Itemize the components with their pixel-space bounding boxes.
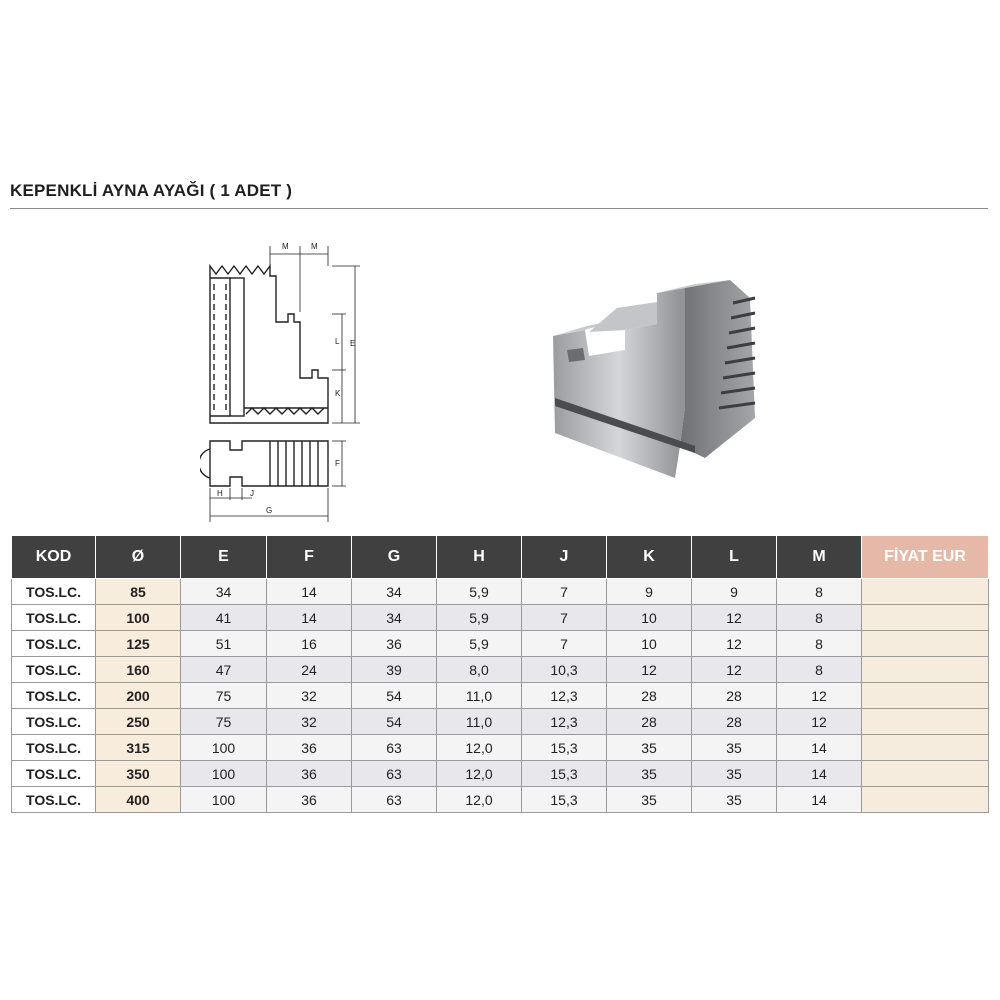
cell-kod: TOS.LC. [12, 657, 96, 683]
cell-g: 63 [352, 787, 437, 813]
cell-l: 9 [692, 579, 777, 605]
cell-e: 34 [181, 579, 267, 605]
cell-g: 63 [352, 735, 437, 761]
table-row [12, 605, 989, 631]
header-g: G [352, 536, 437, 579]
cell-h: 12,0 [437, 761, 522, 787]
cell-l: 35 [692, 787, 777, 813]
cell-h: 12,0 [437, 735, 522, 761]
cell-m: 14 [777, 761, 862, 787]
product-photo [545, 268, 780, 480]
cell-k: 28 [607, 709, 692, 735]
cell-price [862, 579, 989, 605]
cell-j: 10,3 [522, 657, 607, 683]
cell-kod: TOS.LC. [12, 709, 96, 735]
cell-k: 28 [607, 683, 692, 709]
cell-kod: TOS.LC. [12, 579, 96, 605]
dim-label-g: G [266, 506, 273, 515]
dim-label-f: F [335, 459, 340, 468]
header-l: L [692, 536, 777, 579]
cell-e: 100 [181, 787, 267, 813]
header-price: FİYAT EUR [862, 536, 989, 579]
cell-price [862, 657, 989, 683]
cell-price [862, 735, 989, 761]
cell-g: 63 [352, 761, 437, 787]
cell-dia: 200 [96, 683, 181, 709]
cell-m: 14 [777, 787, 862, 813]
cell-m: 8 [777, 605, 862, 631]
cell-g: 36 [352, 631, 437, 657]
cell-k: 35 [607, 761, 692, 787]
cell-f: 36 [267, 787, 352, 813]
page-title: KEPENKLİ AYNA AYAĞI ( 1 ADET ) [10, 181, 293, 200]
table-row [12, 709, 989, 735]
cell-m: 8 [777, 657, 862, 683]
cell-l: 28 [692, 709, 777, 735]
cell-k: 35 [607, 787, 692, 813]
cell-g: 39 [352, 657, 437, 683]
cell-h: 11,0 [437, 683, 522, 709]
cell-h: 8,0 [437, 657, 522, 683]
cell-h: 5,9 [437, 631, 522, 657]
cell-h: 5,9 [437, 579, 522, 605]
cell-dia: 250 [96, 709, 181, 735]
header-e: E [181, 536, 267, 579]
table-row [12, 683, 989, 709]
cell-e: 75 [181, 709, 267, 735]
dim-label-h: H [217, 489, 223, 498]
dim-label-j: J [250, 489, 254, 498]
cell-e: 41 [181, 605, 267, 631]
cell-g: 54 [352, 709, 437, 735]
cell-kod: TOS.LC. [12, 735, 96, 761]
cell-kod: TOS.LC. [12, 605, 96, 631]
table-row [12, 579, 989, 605]
dim-label-e: E [350, 339, 356, 348]
cell-f: 24 [267, 657, 352, 683]
header-diameter: Ø [96, 536, 181, 579]
header-kod: KOD [12, 536, 96, 579]
cell-price [862, 709, 989, 735]
title-divider [10, 208, 988, 209]
cell-j: 12,3 [522, 683, 607, 709]
cell-kod: TOS.LC. [12, 787, 96, 813]
cell-l: 35 [692, 735, 777, 761]
cell-dia: 160 [96, 657, 181, 683]
technical-drawing [200, 236, 370, 526]
cell-e: 100 [181, 735, 267, 761]
cell-kod: TOS.LC. [12, 683, 96, 709]
cell-f: 16 [267, 631, 352, 657]
cell-m: 8 [777, 631, 862, 657]
cell-f: 32 [267, 709, 352, 735]
cell-k: 10 [607, 605, 692, 631]
cell-h: 5,9 [437, 605, 522, 631]
cell-dia: 400 [96, 787, 181, 813]
cell-price [862, 683, 989, 709]
table-row [12, 787, 989, 813]
cell-e: 75 [181, 683, 267, 709]
cell-dia: 315 [96, 735, 181, 761]
dim-label-m1: M [282, 242, 289, 251]
cell-l: 12 [692, 657, 777, 683]
cell-j: 15,3 [522, 761, 607, 787]
cell-price [862, 631, 989, 657]
cell-dia: 350 [96, 761, 181, 787]
cell-m: 12 [777, 709, 862, 735]
cell-price [862, 787, 989, 813]
cell-g: 34 [352, 579, 437, 605]
cell-e: 47 [181, 657, 267, 683]
header-h: H [437, 536, 522, 579]
cell-m: 8 [777, 579, 862, 605]
table-row [12, 657, 989, 683]
table-row [12, 761, 989, 787]
cell-dia: 100 [96, 605, 181, 631]
cell-l: 35 [692, 761, 777, 787]
cell-e: 100 [181, 761, 267, 787]
cell-e: 51 [181, 631, 267, 657]
cell-f: 36 [267, 735, 352, 761]
dim-label-k: K [335, 389, 341, 398]
cell-k: 35 [607, 735, 692, 761]
cell-l: 12 [692, 631, 777, 657]
cell-k: 12 [607, 657, 692, 683]
table-header-row [12, 536, 989, 579]
cell-l: 12 [692, 605, 777, 631]
header-k: K [607, 536, 692, 579]
header-j: J [522, 536, 607, 579]
cell-f: 14 [267, 579, 352, 605]
table-row [12, 735, 989, 761]
cell-dia: 85 [96, 579, 181, 605]
cell-kod: TOS.LC. [12, 761, 96, 787]
cell-h: 11,0 [437, 709, 522, 735]
cell-j: 7 [522, 605, 607, 631]
cell-h: 12,0 [437, 787, 522, 813]
cell-j: 12,3 [522, 709, 607, 735]
cell-g: 34 [352, 605, 437, 631]
table-row [12, 631, 989, 657]
cell-g: 54 [352, 683, 437, 709]
cell-f: 14 [267, 605, 352, 631]
cell-m: 14 [777, 735, 862, 761]
cell-f: 36 [267, 761, 352, 787]
cell-l: 28 [692, 683, 777, 709]
cell-k: 9 [607, 579, 692, 605]
cell-m: 12 [777, 683, 862, 709]
cell-kod: TOS.LC. [12, 631, 96, 657]
spec-table [11, 535, 989, 813]
cell-dia: 125 [96, 631, 181, 657]
cell-j: 7 [522, 579, 607, 605]
cell-price [862, 761, 989, 787]
cell-f: 32 [267, 683, 352, 709]
cell-j: 15,3 [522, 787, 607, 813]
cell-price [862, 605, 989, 631]
cell-j: 7 [522, 631, 607, 657]
header-f: F [267, 536, 352, 579]
dim-label-m2: M [311, 242, 318, 251]
cell-j: 15,3 [522, 735, 607, 761]
dim-label-l: L [335, 337, 340, 346]
header-m: M [777, 536, 862, 579]
cell-k: 10 [607, 631, 692, 657]
